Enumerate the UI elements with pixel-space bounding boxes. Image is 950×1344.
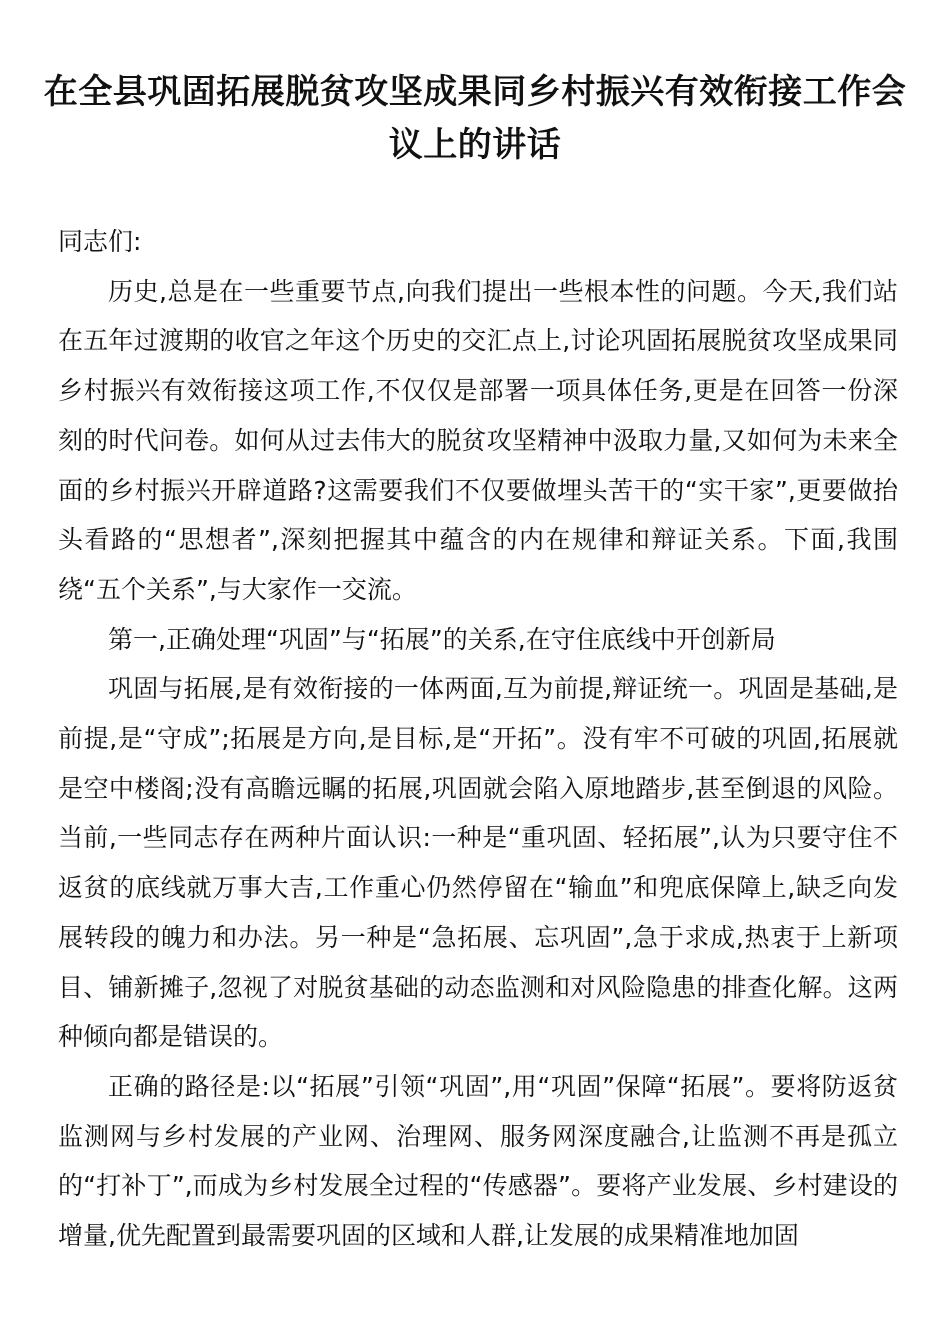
document-title: 在全县巩固拓展脱贫攻坚成果同乡村振兴有效衔接工作会议上的讲话 [43,72,907,165]
paragraph-correct-path: 正确的路径是:以“拓展”引领“巩固”,用“巩固”保障“拓展”。要将防返贫监测网与乡村发展的产业网、治理网、服务网深度融合,让监测不再是孤立的“打补丁”,而成为乡村发展全过程的“传感器”。要将产业发展、乡村建设的增量,优先配置到最需要巩固的区域和人群,让发展的成果精准地加固 [58,1071,898,1251]
section-heading-1: 第一,正确处理“巩固”与“拓展”的关系,在守住底线中开创新局 [108,624,776,654]
salutation: 同志们: [58,227,142,256]
document-body [58,217,898,1261]
paragraph-consolidate-expand: 巩固与拓展,是有效衔接的一体两面,互为前提,辩证统一。巩固是基础,是前提,是“守成”;拓展是方向,是目标,是“开拓”。没有牢不可破的巩固,拓展就是空中楼阁;没有高瞻远瞩的拓展,巩固就会陷入原地踏步,甚至倒退的风险。当前,一些同志存在两种片面认识:一种是“重巩固、轻拓展”,认为只要守住不返贫的底线就万事大吉,工作重心仍然停留在“输血”和兜底保障上,缺乏向发展转段的魄力和办法。另一种是“急拓展、忘巩固”,急于求成,热衷于上新项目、铺新摊子,忽视了对脱贫基础的动态监测和对风险隐患的排查化解。这两种倾向都是错误的。 [58,674,898,1052]
paragraph-intro: 历史,总是在一些重要节点,向我们提出一些根本性的问题。今天,我们站在五年过渡期的收官之年这个历史的交汇点上,讨论巩固拓展脱贫攻坚成果同乡村振兴有效衔接这项工作,不仅仅是部署一项具体任务,更是在回答一份深刻的时代问卷。如何从过去伟大的脱贫攻坚精神中汲取力量,又如何为未来全面的乡村振兴开辟道路?这需要我们不仅要做埋头苦干的“实干家”,更要做抬头看路的“思想者”,深刻把握其中蕴含的内在规律和辩证关系。下面,我围绕“五个关系”,与大家作一交流。 [58,276,898,604]
